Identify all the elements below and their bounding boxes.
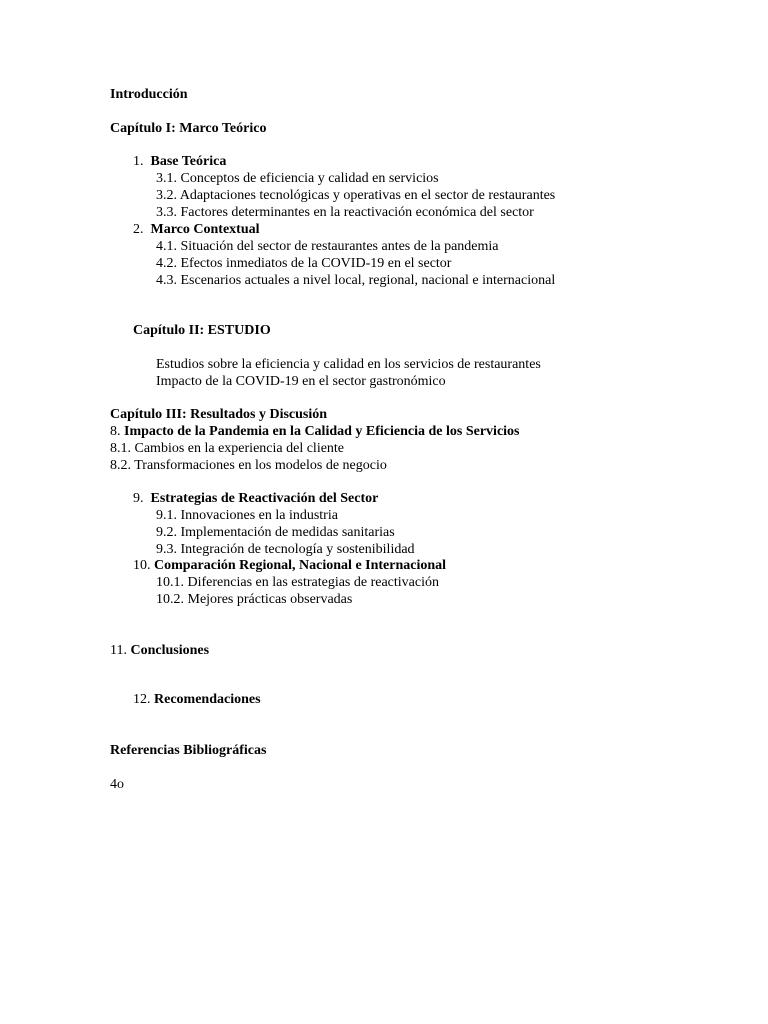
- list-item: 9.2. Implementación de medidas sanitarias: [156, 525, 395, 540]
- list-item: 10.2. Mejores prácticas observadas: [156, 592, 353, 607]
- section-number: 10.: [133, 558, 151, 573]
- section-title: Estrategias de Reactivación del Sector: [150, 491, 379, 506]
- list-item: 8.1. Cambios en la experiencia del cliente: [110, 441, 345, 456]
- chapter-3-title: Capítulo III: Resultados y Discusión: [110, 407, 328, 422]
- section-number: 9.: [133, 491, 144, 506]
- section-number: 2.: [133, 222, 144, 237]
- list-item: 3.1. Conceptos de eficiencia y calidad en servicios: [156, 171, 439, 186]
- list-item: 3.2. Adaptaciones tecnológicas y operativas en el sector de restaurantes: [156, 188, 556, 203]
- references-heading: Referencias Bibliográficas: [110, 743, 267, 758]
- list-item: 4.3. Escenarios actuales a nivel local, regional, nacional e internacional: [156, 273, 556, 288]
- list-item: 4.2. Efectos inmediatos de la COVID-19 en el sector: [156, 256, 452, 271]
- list-item: 10.1. Diferencias en las estrategias de reactivación: [156, 575, 439, 590]
- footer-text: 4o: [110, 777, 124, 792]
- list-item: Estudios sobre la eficiencia y calidad en los servicios de restaurantes: [156, 357, 541, 372]
- section-number: 8.: [110, 424, 121, 439]
- section-number: 11.: [110, 643, 127, 658]
- section-2-heading: [133, 221, 260, 238]
- section-number: 1.: [133, 154, 144, 169]
- list-item: 8.2. Transformaciones en los modelos de negocio: [110, 458, 387, 473]
- list-item: 4.1. Situación del sector de restaurantes antes de la pandemia: [156, 239, 499, 254]
- section-title: Conclusiones: [130, 643, 210, 658]
- heading-introduccion: Introducción: [110, 87, 188, 102]
- list-item: 9.1. Innovaciones en la industria: [156, 508, 338, 523]
- list-item: Impacto de la COVID-19 en el sector gastronómico: [156, 374, 446, 389]
- section-9-heading: [133, 490, 378, 507]
- section-title: Impacto de la Pandemia en la Calidad y Eficiencia de los Servicios: [124, 424, 520, 439]
- section-title: Comparación Regional, Nacional e Internacional: [154, 558, 447, 573]
- section-1-heading: [133, 153, 226, 170]
- section-title: Base Teórica: [150, 154, 227, 169]
- section-title: Marco Contextual: [150, 222, 260, 237]
- section-11-heading: [110, 642, 209, 659]
- section-title: Recomendaciones: [154, 692, 261, 707]
- section-12-heading: [133, 691, 261, 708]
- chapter-1-title: Capítulo I: Marco Teórico: [110, 121, 267, 136]
- section-10-heading: [133, 557, 446, 574]
- chapter-2-title: Capítulo II: ESTUDIO: [133, 323, 271, 338]
- section-8-heading: [110, 423, 520, 440]
- section-number: 12.: [133, 692, 151, 707]
- list-item: 3.3. Factores determinantes en la reactivación económica del sector: [156, 205, 534, 220]
- list-item: 9.3. Integración de tecnología y sostenibilidad: [156, 542, 415, 557]
